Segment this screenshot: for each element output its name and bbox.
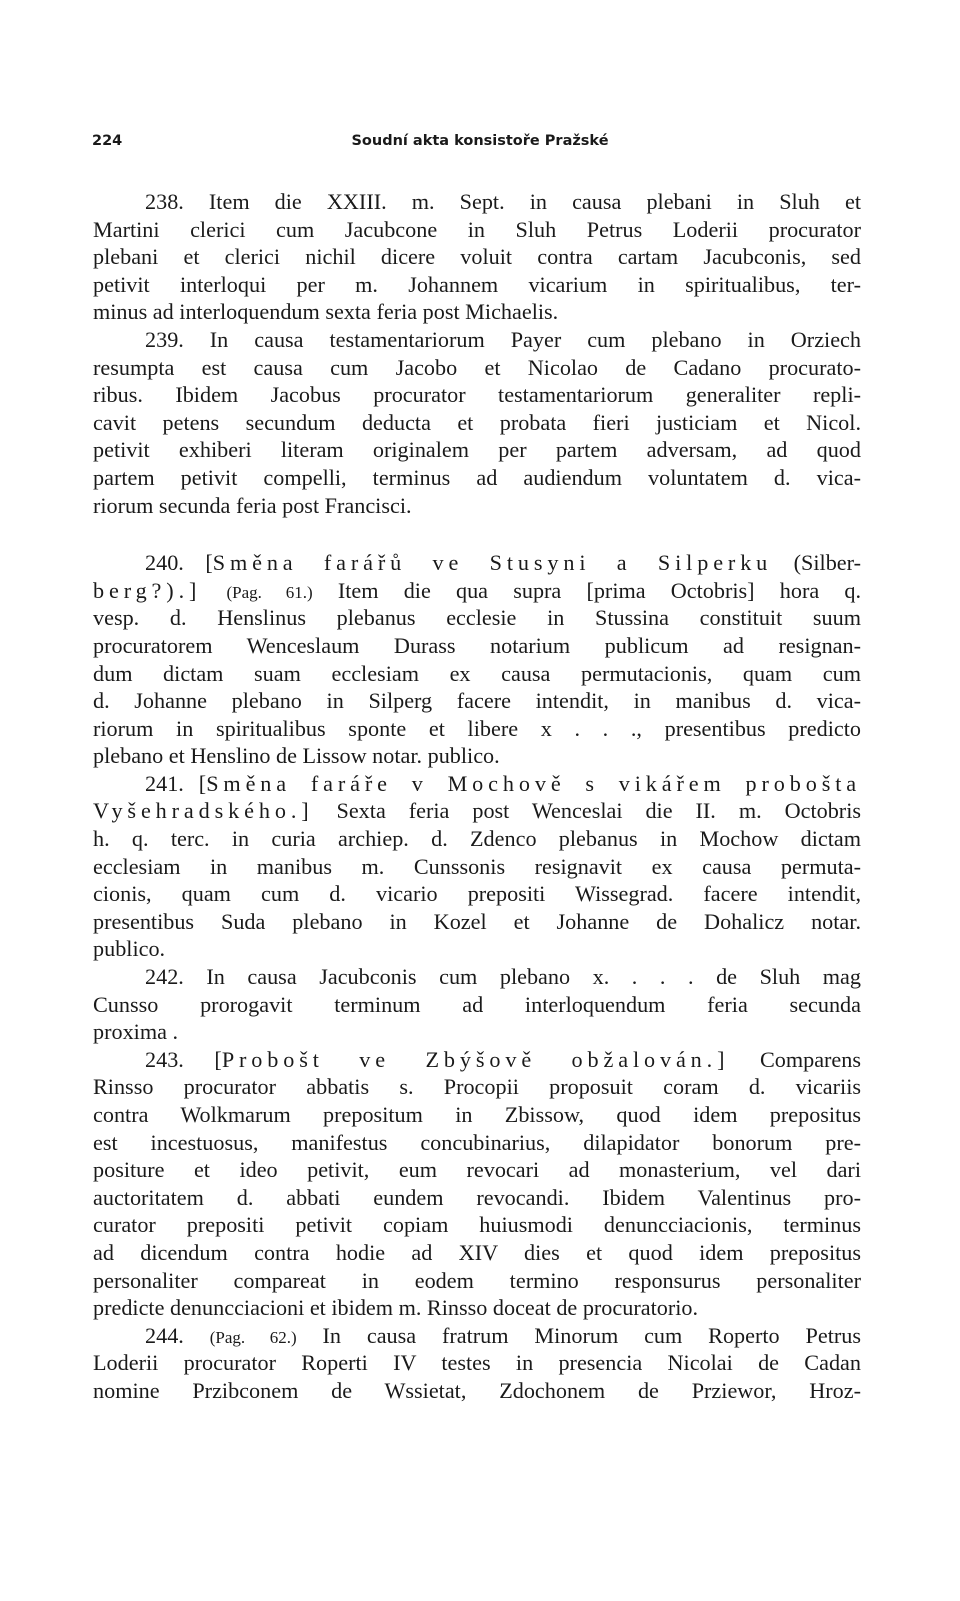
- line-text: auctoritatem d. abbati eundem revocandi. Ibidem Valentinus pro-: [93, 1184, 861, 1210]
- line-text: ecclesiam in manibus m. Cunssonis resignavit ex causa permuta-: [93, 853, 861, 879]
- text-line: [93, 1156, 861, 1184]
- text-line: [93, 963, 861, 991]
- text-line: [93, 935, 861, 963]
- page-reference: (Pag. 62.): [209, 1327, 297, 1347]
- line-text: 242. In causa Jacubconis cum plebano x. . . . de Sluh mag: [145, 964, 861, 990]
- page-number: 224: [92, 133, 123, 149]
- document-body: [93, 188, 861, 1405]
- line-text: Cunsso prorogavit terminum ad interloquendum feria secunda: [93, 991, 861, 1017]
- line-text: partem petivit compelli, terminus ad audiendum voluntatem d. vica-: [93, 464, 861, 490]
- line-text: resumpta est causa cum Jacobo et Nicolao de Cadano procurato-: [93, 354, 861, 380]
- text-line: [93, 908, 861, 936]
- text-line: [93, 1322, 861, 1350]
- line-text: Item die qua supra [prima Octobris] hora q.: [312, 577, 862, 603]
- text-line: [93, 880, 861, 908]
- text-line: [93, 1267, 861, 1295]
- text-line: [93, 1294, 861, 1322]
- text-line: [93, 243, 861, 271]
- line-text: predicte denuncciacioni et ibidem m. Rinsso doceat de procuratorio.: [93, 1295, 699, 1321]
- spaced-heading: Vyšehradského.]: [93, 798, 314, 824]
- running-title: Soudní akta konsistoře Pražské: [351, 133, 609, 149]
- text-line: [93, 381, 861, 409]
- text-line: [93, 188, 861, 216]
- text-line: [93, 577, 861, 605]
- text-line: [93, 1073, 861, 1101]
- paragraph-gap: [93, 519, 861, 549]
- line-text: 240. [: [145, 550, 213, 576]
- line-text: positure et ideo petivit, eum revocari ad monasterium, vel dari: [93, 1157, 861, 1183]
- line-text: Rinsso procurator abbatis s. Procopii proposuit coram d. vicariis: [93, 1074, 861, 1100]
- line-text: contra Wolkmarum prepositum in Zbissow, quod idem prepositus: [93, 1102, 861, 1127]
- text-line: [93, 492, 861, 520]
- text-line: [93, 1101, 861, 1129]
- line-text: curator prepositi petivit copiam huiusmodi denuncciacionis, terminus: [93, 1212, 861, 1238]
- text-line: [93, 1046, 861, 1074]
- text-line: [93, 464, 861, 492]
- text-line: [93, 1211, 861, 1239]
- line-text: vesp. d. Henslinus plebanus ecclesie in Stussina constituit suum: [93, 605, 861, 631]
- text-line: [93, 770, 861, 798]
- line-text: Comparens: [729, 1046, 862, 1072]
- page-header: [92, 133, 868, 153]
- line-text: procuratorem Wenceslaum Durass notarium publicum ad resignan-: [93, 632, 861, 658]
- line-text: nomine Przibconem de Wssietat, Zdochonem de Prziewor, Hroz-: [93, 1377, 861, 1403]
- text-line: [93, 687, 861, 715]
- text-line: [93, 797, 861, 825]
- text-line: [93, 409, 861, 437]
- line-text: riorum secunda feria post Francisci.: [93, 492, 412, 518]
- line-text: Loderii procurator Roperti IV testes in presencia Nicolai de Cadan: [93, 1350, 861, 1376]
- spaced-heading: berg?).]: [93, 577, 202, 603]
- text-line: [93, 991, 861, 1019]
- text-line: [93, 326, 861, 354]
- text-line: [93, 354, 861, 382]
- line-text: minus ad interloquendum sexta feria post Michaelis.: [93, 299, 559, 325]
- line-text: Martini clerici cum Jacubcone in Sluh Petrus Loderii procurator: [93, 216, 861, 242]
- line-text: d. Johanne plebano in Silperg facere intendit, in manibus d. vica-: [93, 688, 861, 714]
- spaced-heading: Probošt ve Zbýšově obžalován.]: [221, 1046, 730, 1072]
- line-text: In causa fratrum Minorum cum Roperto Petrus: [296, 1322, 861, 1348]
- text-line: [93, 1184, 861, 1212]
- text-line: [93, 216, 861, 244]
- line-text: cavit petens secundum deducta et probata fieri justiciam et Nicol.: [93, 409, 861, 435]
- line-text: ad dicendum contra hodie ad XIV dies et quod idem prepositus: [93, 1239, 861, 1265]
- line-text: publico.: [93, 936, 166, 962]
- text-line: [93, 825, 861, 853]
- text-line: [93, 853, 861, 881]
- text-line: [93, 1377, 861, 1405]
- text-line: [93, 660, 861, 688]
- line-text: plebano et Henslino de Lissow notar. publico.: [93, 743, 500, 769]
- line-text: petivit exhiberi literam originalem per partem adversam, ad quod: [93, 437, 861, 463]
- text-line: [93, 1129, 861, 1157]
- text-line: [93, 271, 861, 299]
- line-text: h. q. terc. in curia archiep. d. Zdenco plebanus in Mochow dictam: [93, 826, 861, 852]
- text-line: [93, 298, 861, 326]
- line-text: cionis, quam cum d. vicario prepositi Wissegrad. facere intendit,: [93, 881, 861, 907]
- line-text: 244.: [145, 1322, 210, 1348]
- text-line: [93, 1239, 861, 1267]
- line-text: plebani et clerici nichil dicere voluit contra cartam Jacubconis, sed: [93, 244, 861, 270]
- spaced-heading: Směna faráře v Mochově s vikářem probošta: [206, 770, 862, 796]
- line-text: [201, 578, 226, 603]
- line-text: presentibus Suda plebano in Kozel et Johanne de Dohalicz notar.: [93, 908, 861, 934]
- line-text: 239. In causa testamentariorum Payer cum plebano in Orziech: [145, 326, 861, 352]
- line-text: 243. [: [145, 1046, 222, 1072]
- text-line: [93, 715, 861, 743]
- text-line: [93, 604, 861, 632]
- text-line: [93, 1349, 861, 1377]
- line-text: est incestuosus, manifestus concubinarius, dilapidator bonorum pre-: [93, 1129, 861, 1155]
- line-text: personaliter compareat in eodem termino responsurus personaliter: [93, 1267, 861, 1293]
- text-line: [93, 549, 861, 577]
- text-line: [93, 742, 861, 770]
- line-text: ribus. Ibidem Jacobus procurator testamentariorum generaliter repli-: [93, 382, 861, 408]
- page-reference: (Pag. 61.): [226, 582, 313, 602]
- text-line: [93, 1018, 861, 1046]
- line-text: dum dictam suam ecclesiam ex causa permutacionis, quam cum: [93, 660, 861, 686]
- line-text: 238. Item die XXIII. m. Sept. in causa plebani in Sluh et: [145, 189, 861, 214]
- line-text: proxima .: [93, 1019, 179, 1045]
- line-text: Sexta feria post Wenceslai die II. m. Octobris: [313, 798, 861, 824]
- text-line: [93, 436, 861, 464]
- line-text: riorum in spiritualibus sponte et libere x . . ., presentibus predicto: [93, 715, 861, 741]
- text-line: [93, 632, 861, 660]
- line-text: 241. [: [145, 770, 207, 796]
- spaced-heading: Směna farářů ve Stusyni a Silperku: [212, 550, 773, 576]
- line-text: (Silber-: [772, 550, 861, 576]
- line-text: petivit interloqui per m. Johannem vicarium in spiritualibus, ter-: [93, 271, 861, 297]
